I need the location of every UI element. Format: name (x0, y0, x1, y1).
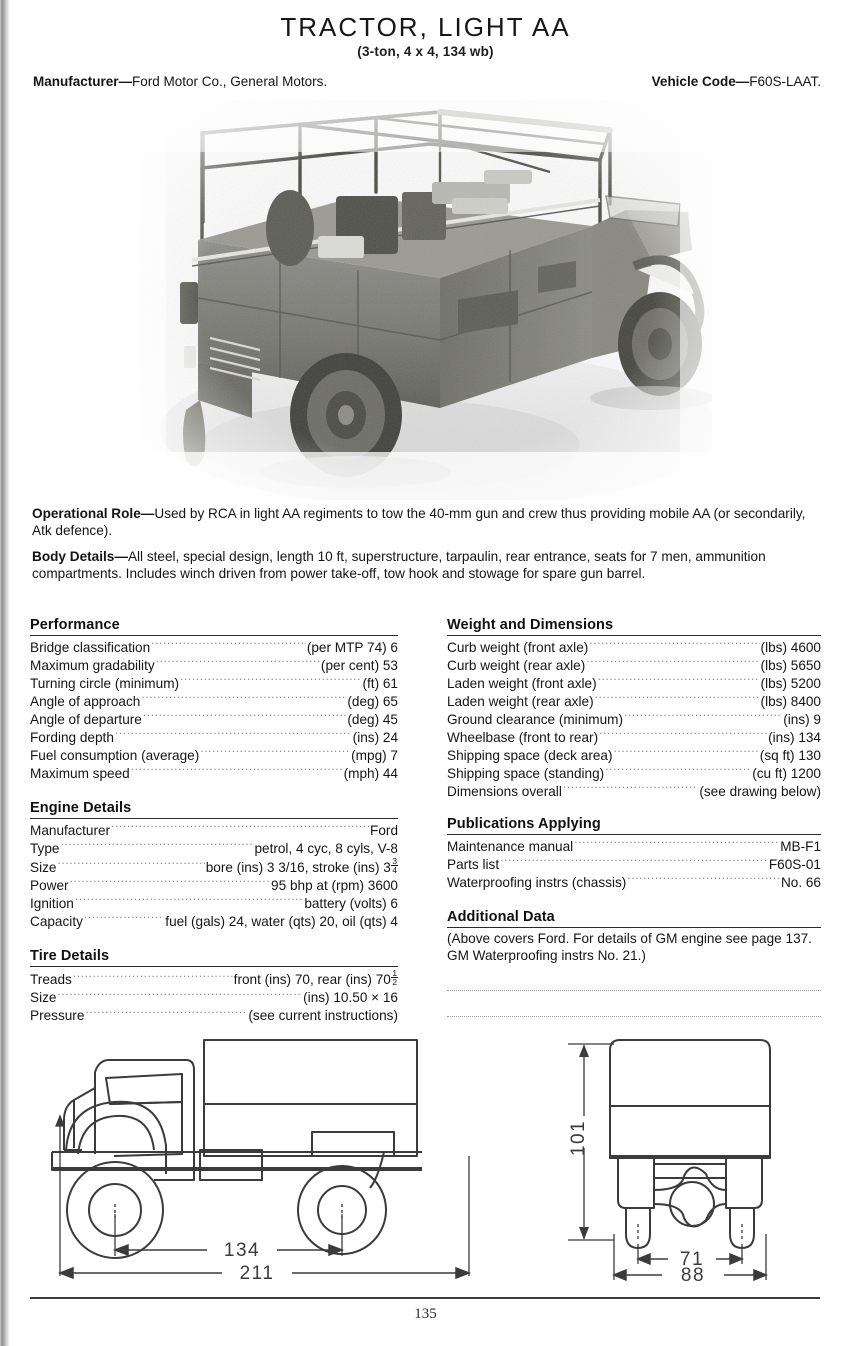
spec-row (30, 821, 398, 839)
spec-row-value: front (ins) 70, rear (ins) 70 $\frac{1}{2}$ (233, 968, 397, 988)
spec-row-label: Shipping space (deck area) (447, 747, 613, 763)
spec-row (447, 837, 821, 855)
spec-row-label: Fording depth (30, 729, 114, 745)
publications-applying-rows (447, 837, 821, 891)
dot-leader (599, 728, 767, 742)
spec-row-value: (ins) 10.50 × 16 (303, 990, 398, 1006)
manufacturer-line (33, 74, 327, 89)
spec-row (447, 638, 821, 656)
page-number: 135 (414, 1306, 437, 1322)
manufacturer-label: Manufacturer— (33, 74, 133, 89)
spec-row-value: (lbs) 8400 (760, 693, 821, 709)
spec-row-value: (per MTP 74) 6 (306, 639, 398, 655)
spec-row (30, 710, 398, 728)
section-heading-performance: Performance (30, 617, 120, 633)
dot-leader (111, 821, 369, 835)
spec-row (30, 969, 398, 988)
dot-leader (627, 873, 780, 887)
spec-row-label: Dimensions overall (447, 783, 562, 799)
spec-row (30, 912, 398, 930)
dot-leader (131, 764, 343, 778)
operational-role-text: Used by RCA in light AA regiments to tow the 40-mm gun and crew thus providing mobile AA (or secondarily, Atk defence). (32, 506, 806, 538)
section-rule (447, 635, 821, 636)
spec-row-label: Type (30, 840, 60, 856)
section-additional-data (447, 909, 821, 1017)
section-heading-publications-applying: Publications Applying (447, 816, 601, 832)
section-heading-additional-data: Additional Data (447, 909, 555, 925)
spec-row-label: Fuel consumption (average) (30, 747, 200, 763)
spec-row (30, 728, 398, 746)
spec-row-label: Ground clearance (minimum) (447, 711, 624, 727)
body-details-paragraph (32, 549, 820, 582)
spec-row-label: Curb weight (rear axle) (447, 657, 586, 673)
tire-details-rows (30, 969, 398, 1024)
weight-and-dimensions-rows (447, 638, 821, 800)
spec-row-label: Capacity (30, 914, 83, 930)
dot-leader (84, 912, 164, 926)
vehicle-code-value: F60S-LAAT. (749, 74, 821, 89)
dot-leader (60, 839, 253, 853)
spec-row-label: Laden weight (rear axle) (447, 693, 594, 709)
spec-row-label: Maintenance manual (447, 838, 574, 854)
spec-row-label: Bridge classification (30, 639, 151, 655)
body-details-text: All steel, special design, length 10 ft, superstructure, tarpaulin, rear entrance, seats for 7 men, ammunition compartments. Includes winch driven from power take-off, tow hook and stowage for spare gun barrel. (32, 549, 766, 581)
spec-row-label: Maximum gradability (30, 657, 155, 673)
spec-row-value: (ins) 24 (352, 729, 398, 745)
spec-row (447, 782, 821, 800)
operational-role-label: Operational Role— (32, 506, 155, 521)
spec-row-value: (deg) 45 (347, 711, 398, 727)
dot-leader (57, 858, 204, 872)
spec-row-value: (lbs) 5650 (760, 657, 821, 673)
spec-row-label: Treads (30, 972, 72, 988)
dot-leader (563, 782, 699, 796)
dot-leader (605, 764, 751, 778)
dimension-drawings (0, 1028, 851, 1293)
spec-row (30, 839, 398, 857)
right-spec-column (447, 617, 821, 1029)
body-details-label: Body Details— (32, 549, 128, 564)
section-publications-applying (447, 816, 821, 891)
engine-details-rows (30, 821, 398, 930)
spec-row (30, 989, 398, 1007)
dim-overall-length-label: 211 (239, 1263, 275, 1284)
dot-leader (624, 710, 782, 724)
dot-leader (500, 855, 768, 869)
section-performance (30, 617, 398, 782)
spec-row-value: (sq ft) 130 (759, 747, 821, 763)
spec-row (30, 656, 398, 674)
footer-rule (30, 1297, 820, 1299)
spec-row (30, 764, 398, 782)
dot-leader (70, 876, 271, 890)
spec-row-value: (deg) 65 (347, 693, 398, 709)
dot-leader (156, 656, 320, 670)
spec-row-value: (ins) 134 (768, 729, 821, 745)
spec-row-label: Shipping space (standing) (447, 765, 605, 781)
spec-row-value: fuel (gals) 24, water (qts) 20, oil (qts) 4 (165, 914, 398, 930)
section-rule (447, 927, 821, 928)
dot-leader (141, 692, 346, 706)
dot-leader (85, 1007, 247, 1021)
spec-row-label: Pressure (30, 1008, 85, 1024)
spec-row-label: Ignition (30, 896, 74, 912)
section-engine-details (30, 800, 398, 930)
dot-leader (574, 837, 779, 851)
vehicle-code-line (652, 74, 821, 89)
dot-leader (586, 656, 759, 670)
spec-row-value: MB-F1 (780, 838, 821, 854)
spec-row-value: (lbs) 5200 (760, 675, 821, 691)
spec-row-value: (mph) 44 (343, 765, 398, 781)
page-title: TRACTOR, LIGHT AA (280, 12, 571, 42)
dim-overall-width-label: 88 (680, 1265, 706, 1286)
spec-row-value: (lbs) 4600 (760, 639, 821, 655)
dot-leader (57, 989, 302, 1003)
spec-row (30, 692, 398, 710)
manufacturer-value: Ford Motor Co., General Motors. (132, 74, 328, 89)
spec-row (30, 1007, 398, 1025)
spec-row-value: petrol, 4 cyc, 8 cyls, V-8 (254, 840, 398, 856)
dot-leader (598, 674, 760, 688)
dim-wheelbase-label: 134 (223, 1240, 261, 1261)
dot-leader (115, 728, 352, 742)
spec-row-value: No. 66 (780, 874, 821, 890)
spec-row-label: Parts list (447, 856, 500, 872)
spec-row-value: (ins) 9 (783, 711, 821, 727)
vehicle-photograph-image (140, 100, 712, 500)
spec-row-value: (mpg) 7 (351, 747, 398, 763)
spec-row (30, 857, 398, 876)
operational-role-paragraph (32, 506, 820, 539)
dim-track-label: 71 (679, 1249, 705, 1270)
spec-row-label: Wheelbase (front to rear) (447, 729, 599, 745)
vehicle-photograph (140, 100, 712, 500)
page-subtitle: (3-ton, 4 x 4, 134 wb) (357, 44, 494, 59)
spec-row-label: Maximum speed (30, 765, 130, 781)
dot-leader (614, 746, 759, 760)
dot-leader (151, 638, 306, 652)
spec-row-value: Ford (370, 822, 398, 838)
spec-row-label: Curb weight (front axle) (447, 639, 589, 655)
spec-row (30, 746, 398, 764)
spec-row-value: battery (volts) 6 (304, 896, 398, 912)
spec-row-label: Angle of departure (30, 711, 142, 727)
dot-leader (180, 674, 361, 688)
spec-row (447, 710, 821, 728)
vehicle-code-label: Vehicle Code— (651, 74, 750, 89)
spec-row-value: (see current instructions) (248, 1008, 398, 1024)
dot-leader (595, 692, 760, 706)
dot-leader (75, 894, 303, 908)
spec-row (447, 728, 821, 746)
blank-write-line (447, 971, 821, 991)
section-rule (30, 818, 398, 819)
left-spec-column (30, 617, 398, 1037)
section-heading-tire-details: Tire Details (30, 948, 110, 965)
spec-row-label: Manufacturer (30, 822, 111, 838)
section-rule (30, 966, 398, 967)
dot-leader (200, 746, 350, 760)
additional-data-text: (Above covers Ford. For details of GM engine see page 137. GM Waterproofing instrs No. 21.) (447, 931, 812, 964)
spec-row (30, 894, 398, 912)
spec-row-label: Laden weight (front axle) (447, 675, 597, 691)
section-rule (30, 635, 398, 636)
spec-row (447, 873, 821, 891)
spec-row-value: (ft) 61 (362, 675, 398, 691)
spec-row (447, 656, 821, 674)
spec-row (447, 692, 821, 710)
dot-leader (143, 710, 347, 724)
spec-row-value: bore (ins) 3 3/16, stroke (ins) 3 $\frac{3}{4}$ (205, 856, 397, 876)
side-elevation-drawing (22, 1028, 482, 1298)
performance-rows (30, 638, 398, 782)
spec-row-value: F60S-01 (768, 856, 821, 872)
spec-row (30, 876, 398, 894)
spec-row-label: Size (30, 860, 57, 876)
spec-row (30, 638, 398, 656)
dot-leader (73, 971, 233, 985)
dot-leader (589, 638, 759, 652)
section-rule (447, 834, 821, 835)
spec-row (447, 764, 821, 782)
section-heading-engine-details: Engine Details (30, 800, 132, 816)
spec-row-value: (cu ft) 1200 (752, 765, 821, 781)
spec-row (447, 855, 821, 873)
spec-row-label: Size (30, 990, 57, 1006)
spec-row-value: (see drawing below) (699, 783, 821, 799)
section-heading-weight-and-dimensions: Weight and Dimensions (447, 617, 614, 633)
blank-write-line (447, 997, 821, 1017)
section-tire-details (30, 948, 398, 1024)
front-elevation-drawing (548, 1028, 838, 1298)
spec-row (447, 674, 821, 692)
section-weight-and-dimensions (447, 617, 821, 800)
dim-height-label: 101 (568, 1119, 589, 1157)
spec-row-value: 95 bhp at (rpm) 3600 (271, 878, 398, 894)
spec-row-label: Power (30, 878, 69, 894)
spec-row-value: (per cent) 53 (320, 657, 398, 673)
spec-row (30, 674, 398, 692)
spec-row-label: Waterproofing instrs (chassis) (447, 874, 627, 890)
spec-row-label: Turning circle (minimum) (30, 675, 180, 691)
spec-row-label: Angle of approach (30, 693, 141, 709)
spec-row (447, 746, 821, 764)
